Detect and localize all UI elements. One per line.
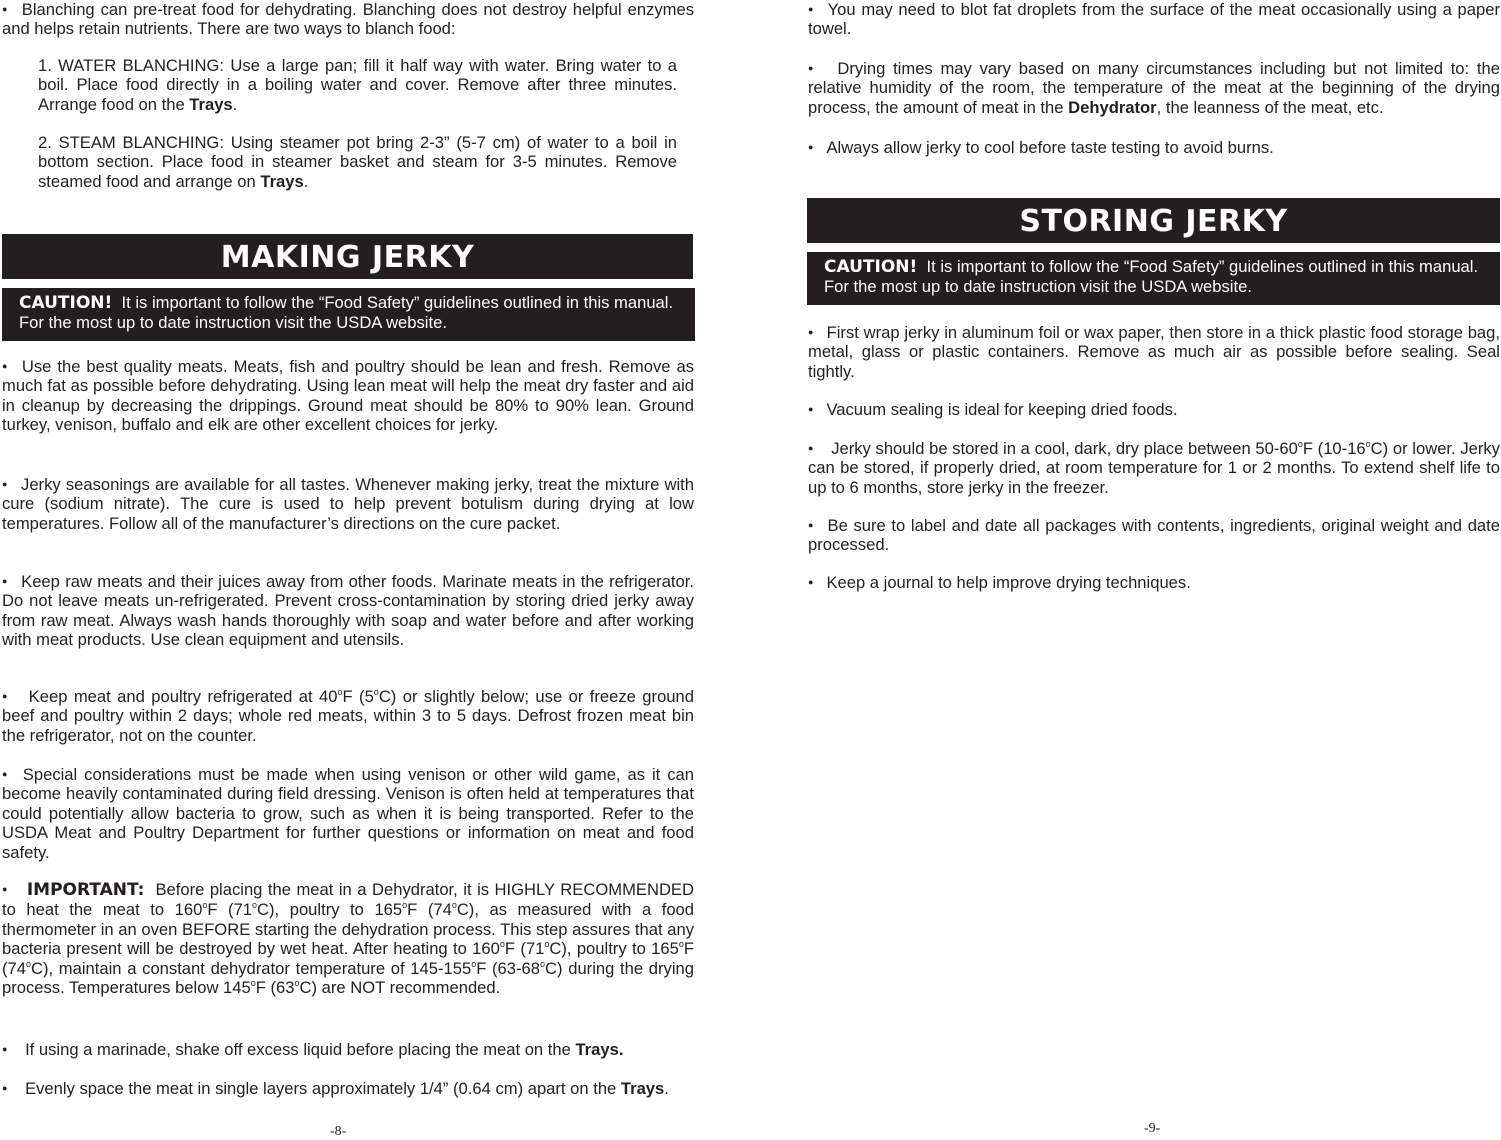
tip-spacing: ● Evenly space the meat in single layers approximately 1/4” (0.64 cm) apart on the Trays. xyxy=(2,1079,694,1098)
tip-seasonings: ● Jerky seasonings are available for all tastes. Whenever making jerky, treat the mixture with cure (sodium nitrate). The cure is used to help prevent botulism during drying at low temperatures. Follow all of the manufacturer’s directions on the cure packet. xyxy=(2,475,694,533)
steam-blanching: 2. STEAM BLANCHING: Using steamer pot bring 2-3” (5-7 cm) of water to a boil in bottom section. Place food in steamer basket and steam for 3-5 minutes. Remove steamed food and arrange on Trays. xyxy=(38,133,677,191)
tip-journal: ● Keep a journal to help improve drying techniques. xyxy=(808,573,1500,592)
tip-label-packages: ● Be sure to label and date all packages with contents, ingredients, original weight and date processed. xyxy=(808,516,1500,555)
tip-important-heating: ● IMPORTANT: Before placing the meat in a Dehydrator, it is HIGHLY RECOMMENDED to heat the meat to 160$^o$F (71$^o$C), poultry to 165$^o$F (74$^o$C), as measured with a food thermometer in an oven BEFORE starting the dehydration process. This step assures that any bacteria present will be destroyed by wet heat. After heating to 160$^o$F (71$^o$C), poultry to 165$^o$F (74$^o$C), maintain a constant dehydrator temperature of 145-155$^o$F (63-68$^o$C) during the drying process. Temperatures below 145$^o$F (63$^o$C) are NOT recommended. xyxy=(2,880,694,997)
tip-vacuum-seal: ● Vacuum sealing is ideal for keeping dried foods. xyxy=(808,400,1500,419)
caution-text: It is important to follow the “Food Safety” guidelines outlined in this manual. For the most up to date instruction visit the USDA website. xyxy=(19,293,674,332)
tip-wild-game: ● Special considerations must be made when using venison or other wild game, as it can become heavily contaminated during field dressing. Venison is often held at temperatures that could potentially allow bacteria to grow, such as when it is being transported. Refer to the USDA Meat and Poultry Department for further questions or information on meat and food safety. xyxy=(2,765,694,862)
tip-marinade: ● If using a marinade, shake off excess liquid before placing the meat on the Trays. xyxy=(2,1040,694,1059)
storing-jerky-caution xyxy=(807,252,1500,305)
caution-label: CAUTION! xyxy=(824,257,918,277)
tip-quality-meats: ● Use the best quality meats. Meats, fish and poultry should be lean and fresh. Remove as much fat as possible before dehydrating. Using lean meat will help the meat dry faster and aid in cleanup by decreasing the drippings. Ground meat should be 80% to 90% lean. Ground turkey, venison, buffalo and elk are other excellent choices for jerky. xyxy=(2,357,694,435)
caution-label: CAUTION! xyxy=(19,293,113,313)
page-number-right: -9- xyxy=(1144,1121,1161,1136)
making-jerky-caution xyxy=(2,288,695,341)
water-blanching: 1. WATER BLANCHING: Use a large pan; fill it half way with water. Bring water to a boil. Place food directly in a boiling water and cover. Remove after three minutes. Arrange food on the Trays. xyxy=(38,56,677,114)
tip-storage-temp: ● Jerky should be stored in a cool, dark, dry place between 50-60$^o$F (10-16$^o$C) or lower. Jerky can be stored, if properly dried, at room temperature for 1 or 2 months. To extend shelf life to up to 6 months, store jerky in the freezer. xyxy=(808,439,1500,497)
tip-blot-fat: ● You may need to blot fat droplets from the surface of the meat occasionally using a paper towel. xyxy=(808,0,1500,39)
caution-text: It is important to follow the “Food Safety” guidelines outlined in this manual. For the most up to date instruction visit the USDA website. xyxy=(824,257,1479,296)
tip-drying-times: ● Drying times may vary based on many circumstances including but not limited to: the relative humidity of the room, the temperature of the meat at the beginning of the drying process, the amount of meat in the Dehydrator, the leanness of the meat, etc. xyxy=(808,59,1500,117)
tip-wrap-jerky: ● First wrap jerky in aluminum foil or wax paper, then store in a thick plastic food storage bag, metal, glass or plastic containers. Remove as much air as possible before sealing. Seal tightly. xyxy=(808,323,1500,381)
page-number-left: -8- xyxy=(330,1124,347,1139)
tip-raw-meats: ● Keep raw meats and their juices away from other foods. Marinate meats in the refrigerator. Do not leave meats un-refrigerated. Prevent cross-contamination by storing dried jerky away from raw meat. Always wash hands thoroughly with soap and water before and after working with meat products. Use clean equipment and utensils. xyxy=(2,572,694,650)
important-label: IMPORTANT: xyxy=(26,880,145,900)
making-jerky-heading: MAKING JERKY xyxy=(2,234,693,279)
tip-refrigeration: ● Keep meat and poultry refrigerated at 40$^o$F (5$^o$C) or slightly below; use or freeze ground beef and poultry within 2 days; whole red meats, within 3 to 5 days. Defrost frozen meat bin the refrigerator, not on the counter. xyxy=(2,687,694,745)
storing-jerky-heading: STORING JERKY xyxy=(807,198,1500,243)
tip-cool-jerky: ● Always allow jerky to cool before taste testing to avoid burns. xyxy=(808,138,1500,157)
blanch-intro: ● Blanching can pre-treat food for dehydrating. Blanching does not destroy helpful enzymes and helps retain nutrients. There are two ways to blanch food: xyxy=(2,0,694,39)
